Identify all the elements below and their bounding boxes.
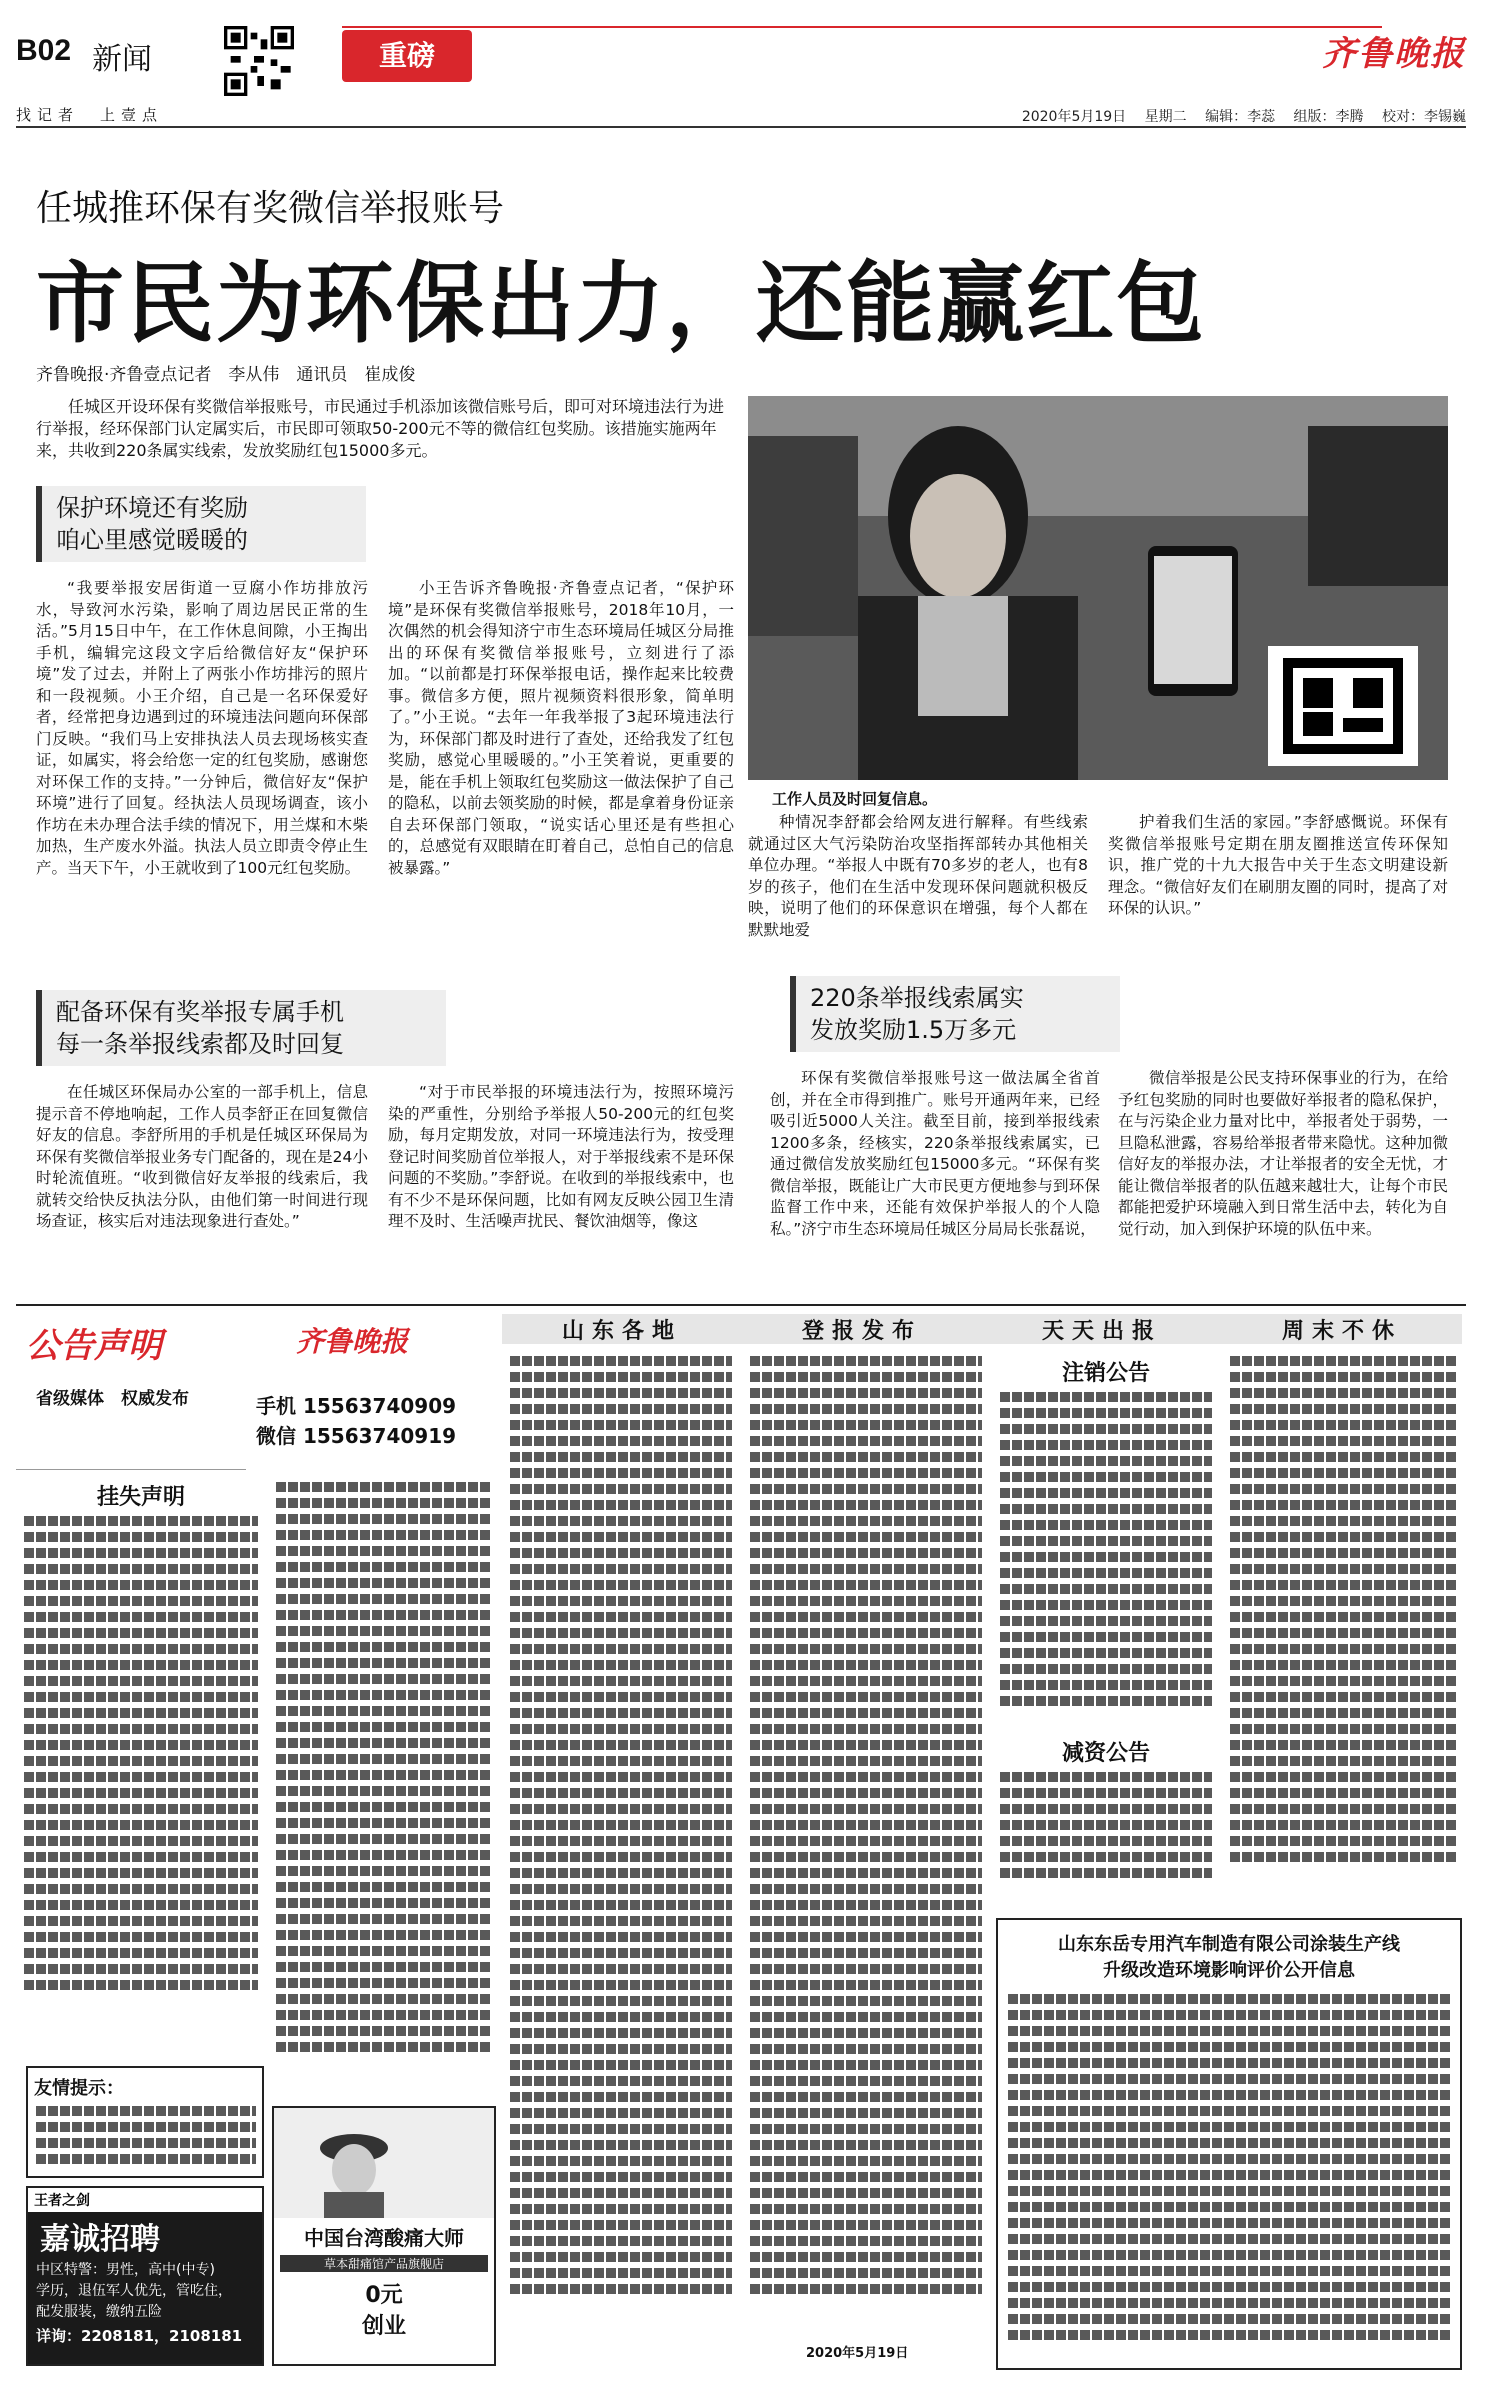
section-2-column-1 (36, 1082, 368, 1290)
header-rule (342, 26, 1382, 28)
wechat-line (256, 1420, 456, 1449)
ads-banner-bar (502, 1314, 1462, 1344)
masthead (16, 22, 1466, 130)
proofreader: 校对：李锡巍 (1382, 109, 1466, 125)
notice-slogan: 省级媒体 权威发布 (36, 1389, 189, 1409)
dense-text-block (1000, 1772, 1212, 1884)
newspaper-brand: 齐鲁晚报 (1322, 34, 1466, 74)
subhead-line: 220条举报线索属实 (810, 984, 1024, 1012)
subhead-line: 发放奖励1.5万多元 (810, 1016, 1017, 1044)
medicine-subtitle: 草本甜痛馆产品旗舰店 (280, 2255, 488, 2272)
article-kicker: 任城推环保有奖微信举报账号 (36, 188, 505, 229)
subhead-section-1 (36, 486, 366, 562)
date-stamp: 2020年5月19日 (806, 2346, 909, 2361)
article-lead: 任城区开设环保有奖微信举报账号，市民通过手机添加该微信账号后，即可对环境违法行为进行举报，经环保部门认定属实后，市民即可领取50-200元不等的微信红包奖励。该措施实施两年来，共收到220条属实线索，发放奖励红包15000多元。 (36, 397, 725, 460)
subhead-line: 每一条举报线索都及时回复 (56, 1030, 344, 1058)
friendly-tip-title: 友情提示： (34, 2078, 124, 2099)
wechat-label: 微信 (256, 1424, 296, 1448)
classified-column-e (1226, 1352, 1462, 1912)
medicine-ad (272, 2106, 496, 2366)
paragraph: “对于市民举报的环境违法行为，按照环境污染的严重性，分别给予举报人50-200元的红包奖励，每月定期发放，对同一环境违法行为，按受理登记时间奖励首位举报人，对于举报线索不是环保问题的不奖励。”李舒说。在收到的举报线索中，也有不少不是环保问题，比如有网友反映公园卫生清理不及时、生活噪声扰民、餐饮油烟等，像这 (388, 1083, 734, 1230)
column-under-photo-2 (1108, 812, 1448, 962)
banner-item: 登报发布 (801, 1318, 922, 1344)
slogan: 找记者 上壹点 (16, 106, 164, 124)
subhead-section-3 (790, 976, 1120, 1052)
subhead-line: 咱心里感觉暖暖的 (56, 526, 248, 554)
dense-text-block (24, 1516, 258, 1996)
article-byline: 齐鲁晚报·齐鲁壹点记者 李从伟 通讯员 崔成俊 (36, 365, 416, 385)
section-name: 新闻 (92, 42, 152, 77)
column-under-photo-1 (748, 812, 1088, 962)
photo-illustration (748, 396, 1448, 780)
page-number: B02 (16, 34, 72, 67)
recruit-line-3: 配发服装，缴纳五险 (36, 2304, 162, 2320)
paragraph: 在任城区环保局办公室的一部手机上，信息提示音不停地响起，工作人员李舒正在回复微信好友的信息。李舒所用的手机是任城区环保局为环保有奖微信举报业务专门配备的，现在是24小时轮流值班。“收到微信好友举报的线索后，我就转交给快反执法分队，由他们第一时间进行现场查证，核实后对违法现象进行查处。” (36, 1083, 368, 1230)
paragraph: 环保有奖微信举报账号这一做法属全省首创，并在全市得到推广。账号开通两年来，已经吸引近5000人关注。截至目前，接到举报线索1200多条，经核实，220条举报线索属实，已通过微信发放奖励红包15000多元。“环保有奖微信举报，既能让广大市民更方便地参与到环保监督工作中来，还能有效保护举报人的个人隐私。”济宁市生态环境局任城区分局局长张磊说， (770, 1069, 1100, 1238)
classified-column-c (746, 1352, 986, 2362)
subhead-line: 配备环保有奖举报专属手机 (56, 998, 344, 1026)
recruit-ad (26, 2186, 264, 2366)
reduce-notice-title: 减资公告 (1061, 1741, 1150, 1766)
dense-text-block (36, 2106, 256, 2170)
dense-text-block (1000, 1392, 1212, 1712)
dense-text-block (276, 1482, 492, 2058)
env-notice-title-1: 山东东岳专用汽车制造有限公司涂装生产线 (1058, 1934, 1400, 1955)
friendly-tip-box (26, 2066, 264, 2178)
notice-contact (256, 1310, 496, 1470)
section-3-column-1 (770, 1068, 1100, 1290)
photo-caption: 工作人员及时回复信息。 (772, 790, 938, 808)
classified-column-a (272, 1476, 496, 2096)
editor: 编辑：李蕊 (1205, 109, 1276, 125)
section-2-column-2 (388, 1082, 734, 1290)
section-tag: 重磅 (342, 30, 472, 82)
recruit-brand: 王者之剑 (28, 2188, 262, 2212)
issue-weekday: 星期二 (1144, 109, 1187, 125)
medicine-line: 创业 (361, 2314, 406, 2339)
paragraph: 小王告诉齐鲁晚报·齐鲁壹点记者，“保护环境”是环保有奖微信举报账号，2018年10月，一次偶然的机会得知济宁市生态环境局任城区分局推出的环保有奖微信举报账号，立刻进行了添加。“以前都是打环保举报电话，操作起来比较费事。微信多方便，照片视频资料很形象，简单明了。”小王说。“去年一年我举报了3起环境违法行为，环保部门都及时进行了查处，还给我发了红包奖励，感觉心里暖暖的。”小王笑着说，更重要的是，能在手机上领取红包奖励这一做法保护了自己的隐私，以前去领奖励的时候，都是拿着身份证亲自去环保部门领取，“说实话心里还是有些担心的，总感觉有双眼睛在盯着自己，总怕自己的信息被暴露。” (388, 579, 734, 877)
environment-impact-notice (996, 1918, 1462, 2370)
banner-item: 山东各地 (561, 1318, 682, 1344)
notice-brand-2: 齐鲁晚报 (296, 1325, 409, 1358)
paragraph: 微信举报是公民支持环保事业的行为，在给予红包奖励的同时也要做好举报者的隐私保护，在与污染企业力量对比中，举报者处于弱势，一旦隐私泄露，容易给举报者带来隐忧。这种加微信好友的举报办法，才让举报者的安全无忧，才能让微信举报者的队伍越来越壮大，让每个市民都能把爱护环境融入到日常生活中去，转化为自觉行动，加入到保护环境的队伍中来。 (1118, 1069, 1448, 1238)
qr-code-icon (224, 26, 294, 96)
issue-date: 2020年5月19日 (1021, 109, 1127, 125)
paragraph: 护着我们生活的家园。”李舒感慨说。环保有奖微信举报账号定期在朋友圈推送宣传环保知识，推广党的十九大报告中关于生态文明建设新理念。“微信好友们在刷朋友圈的同时，提高了对环保的认识。” (1108, 813, 1448, 917)
paragraph: 种情况李舒都会给网友进行解释。有些线索就通过区大气污染防治攻坚指挥部转办其他相关单位办理。“举报人中既有70多岁的老人，也有8岁的孩子，他们在生活中发现环保问题就积极反映，说明了他们的环保意识在增强，每个人都在默默地爱 (748, 813, 1088, 939)
lost-notices-title: 挂失声明 (96, 1485, 185, 1510)
notice-header (16, 1310, 246, 1470)
banner-item: 天天出报 (1041, 1318, 1162, 1344)
dense-text-block (750, 1356, 982, 2300)
article-photo (748, 396, 1448, 780)
issue-meta (1008, 106, 1466, 126)
phone-number: 15563740909 (302, 1394, 457, 1418)
article-headline: 市民为环保出力，还能赢红包 (36, 252, 1207, 355)
subhead-line: 保护环境还有奖励 (56, 494, 248, 522)
classified-column-b (506, 1352, 736, 2362)
portrait-icon (274, 2108, 494, 2218)
classified-column-d (996, 1352, 1216, 1912)
notice-brand: 公告声明 (26, 1326, 162, 1366)
lost-notices (16, 1476, 266, 2066)
cancel-notice-title: 注销公告 (1061, 1361, 1150, 1386)
medicine-title: 中国台湾酸痛大师 (304, 2226, 464, 2250)
section-3-column-2 (1118, 1068, 1448, 1290)
subhead-section-2 (36, 990, 446, 1066)
masthead-rule (16, 126, 1466, 128)
banner-item: 周末不休 (1281, 1318, 1402, 1344)
layout-editor: 组版：李腾 (1293, 109, 1364, 125)
dense-text-block (510, 1356, 732, 2300)
recruit-phone: 详询：2208181，2108181 (36, 2327, 243, 2345)
medicine-price: 0元 (365, 2283, 403, 2308)
section-1-column-2 (388, 578, 734, 978)
recruit-line-1: 中区特警：男性，高中(中专) (36, 2262, 215, 2278)
dense-text-block (1008, 1994, 1452, 2346)
phone-label: 手机 (256, 1394, 296, 1418)
wechat-number: 15563740919 (302, 1424, 457, 1448)
phone-line (256, 1390, 456, 1419)
section-1-column-1 (36, 578, 368, 978)
paragraph: “我要举报安居街道一豆腐小作坊排放污水，导致河水污染，影响了周边居民正常的生活。”5月15日中午，在工作休息间隙，小王掏出手机，编辑完这段文字后给微信好友“保护环境”发了过去，并附上了两张小作坊排污的照片和一段视频。小王介绍，自己是一名环保爱好者，经常把身边遇到过的环境违法问题向环保部门反映。“我们马上安排执法人员去现场核实查证，如属实，将会给您一定的红包奖励，感谢您对环保工作的支持。”一分钟后，微信好友“保护环境”进行了回复。经执法人员现场调查，该小作坊在未办理合法手续的情况下，用兰煤和木柴加热，生产废水外溢。执法人员立即责令停止生产。当天下午，小王就收到了100元红包奖励。 (36, 579, 368, 877)
recruit-line-2: 学历，退伍军人优先，管吃住， (36, 2283, 232, 2299)
env-notice-title-2: 升级改造环境影响评价公开信息 (1103, 1960, 1355, 1981)
dense-text-block (1230, 1356, 1458, 1868)
recruit-title: 嘉诚招聘 (40, 2222, 160, 2257)
classified-ads (16, 1304, 1466, 2374)
